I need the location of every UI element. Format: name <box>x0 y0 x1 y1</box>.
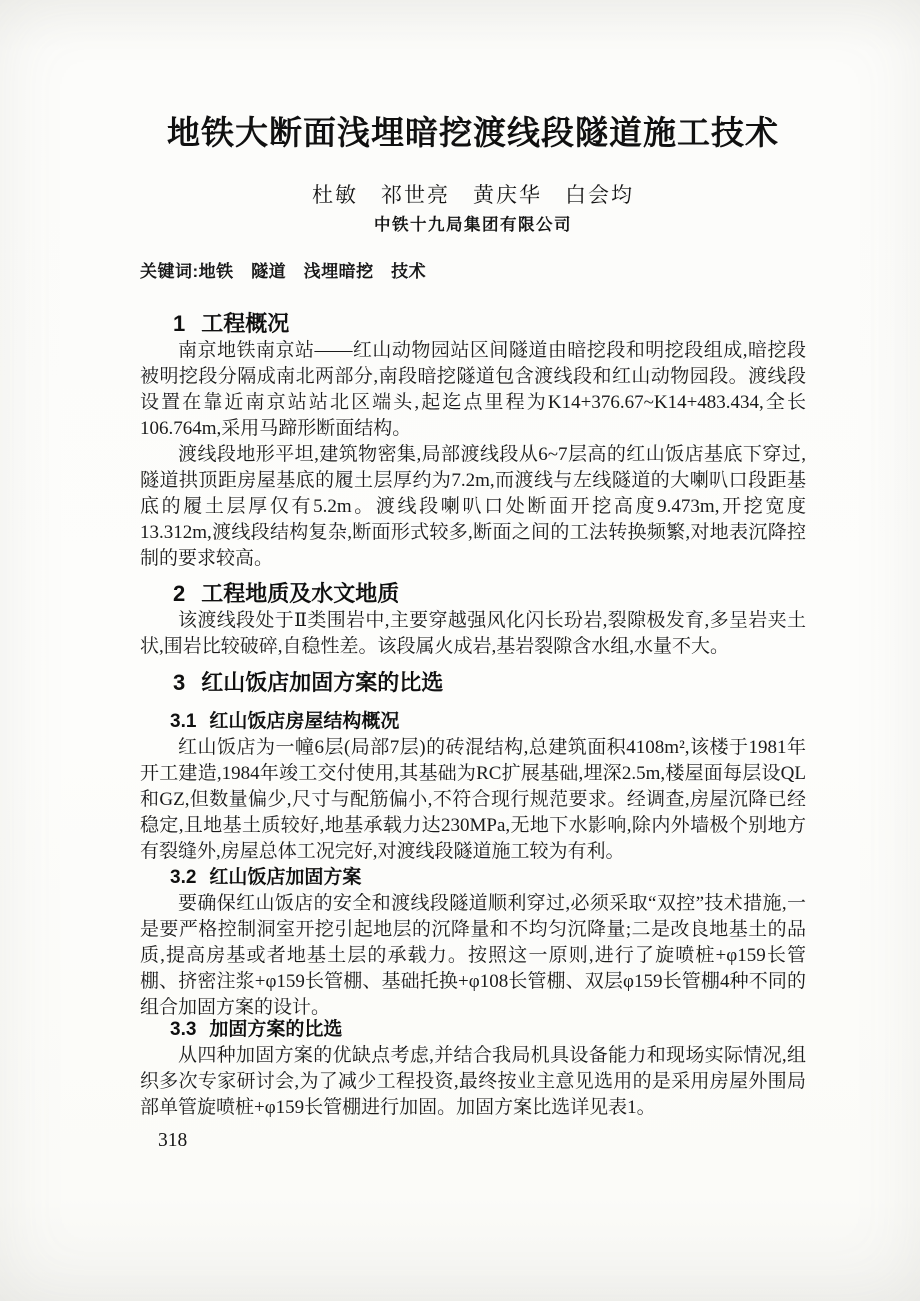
page-number: 318 <box>158 1130 188 1151</box>
article-affiliation: 中铁十九局集团有限公司 <box>374 216 572 234</box>
heading-number: 3.2 <box>170 867 197 888</box>
heading-number: 3.3 <box>170 1019 197 1040</box>
heading-text: 工程概况 <box>201 311 290 336</box>
paragraph: 从四种加固方案的优缺点考虑,并结合我局机具设备能力和现场实际情况,组织多次专家研讨会,为了减少工程投资,最终按业主意见选用的是采用房屋外围局部单管旋喷桩+φ159长管棚进行加固。加固方案比选详见表1。 <box>140 1045 806 1118</box>
heading-text: 红山饭店房屋结构概况 <box>209 711 400 732</box>
section-heading-3-2 <box>170 865 806 891</box>
article <box>140 0 806 1154</box>
heading-number: 3 <box>173 670 186 695</box>
heading-text: 加固方案的比选 <box>209 1019 343 1040</box>
article-title: 地铁大断面浅埋暗挖渡线段隧道施工技术 <box>167 114 779 151</box>
section-heading-3 <box>173 669 806 697</box>
section-heading-3-1 <box>170 709 806 735</box>
section-heading-3-3 <box>170 1017 806 1043</box>
article-authors: 杜敏 祁世亮 黄庆华 白会均 <box>312 183 634 207</box>
heading-number: 1 <box>173 311 186 336</box>
paragraph: 该渡线段处于Ⅱ类围岩中,主要穿越强风化闪长玢岩,裂隙极发育,多呈岩夹土状,围岩比较破碎,自稳性差。该段属火成岩,基岩裂隙含水组,水量不大。 <box>140 610 806 657</box>
heading-number: 3.1 <box>170 711 197 732</box>
paragraph: 要确保红山饭店的安全和渡线段隧道顺利穿过,必须采取“双控”技术措施,一是要严格控制洞室开挖引起地层的沉降量和不均匀沉降量;二是改良地基土的品质,提高房基或者地基土层的承载力。按照这一原则,进行了旋喷桩+φ159长管棚、挤密注浆+φ159长管棚、基础托换+φ108长管棚、双层φ159长管棚4种不同的组合加固方案的设计。 <box>140 893 806 1018</box>
heading-text: 红山饭店加固方案的比选 <box>201 670 444 695</box>
keywords-list: 地铁 隧道 浅埋暗挖 技术 <box>198 262 427 281</box>
article-keywords <box>140 260 806 284</box>
paragraph: 南京地铁南京站——红山动物园站区间隧道由暗挖段和明挖段组成,暗挖段被明挖段分隔成南北两部分,南段暗挖隧道包含渡线段和红山动物园段。渡线段设置在靠近南京站站北区端头,起迄点里程为K14+376.67~K14+483.434,全长106.764m,采用马蹄形断面结构。 <box>140 340 806 439</box>
heading-text: 工程地质及水文地质 <box>201 581 400 606</box>
paragraph: 红山饭店为一幢6层(局部7层)的砖混结构,总建筑面积4108m²,该楼于1981年开工建造,1984年竣工交付使用,其基础为RC扩展基础,埋深2.5m,楼屋面每层设QL和GZ,但数量偏少,尺寸与配筋偏小,不符合现行规范要求。经调查,房屋沉降已经稳定,且地基土质较好,地基承载力达230MPa,无地下水影响,除内外墙极个别地方有裂缝外,房屋总体工况完好,对渡线段隧道施工较为有利。 <box>140 737 806 862</box>
section-heading-1 <box>173 310 806 338</box>
keywords-label: 关键词: <box>140 262 199 281</box>
paragraph: 渡线段地形平坦,建筑物密集,局部渡线段从6~7层高的红山饭店基底下穿过,隧道拱顶距房屋基底的履土层厚约为7.2m,而渡线与左线隧道的大喇叭口段距基底的履土层厚仅有5.2m。渡线段喇叭口处断面开挖高度9.473m,开挖宽度13.312m,渡线段结构复杂,断面形式较多,断面之间的工法转换频繁,对地表沉降控制的要求较高。 <box>140 444 806 569</box>
heading-number: 2 <box>173 581 186 606</box>
heading-text: 红山饭店加固方案 <box>209 867 362 888</box>
section-heading-2 <box>173 580 806 608</box>
